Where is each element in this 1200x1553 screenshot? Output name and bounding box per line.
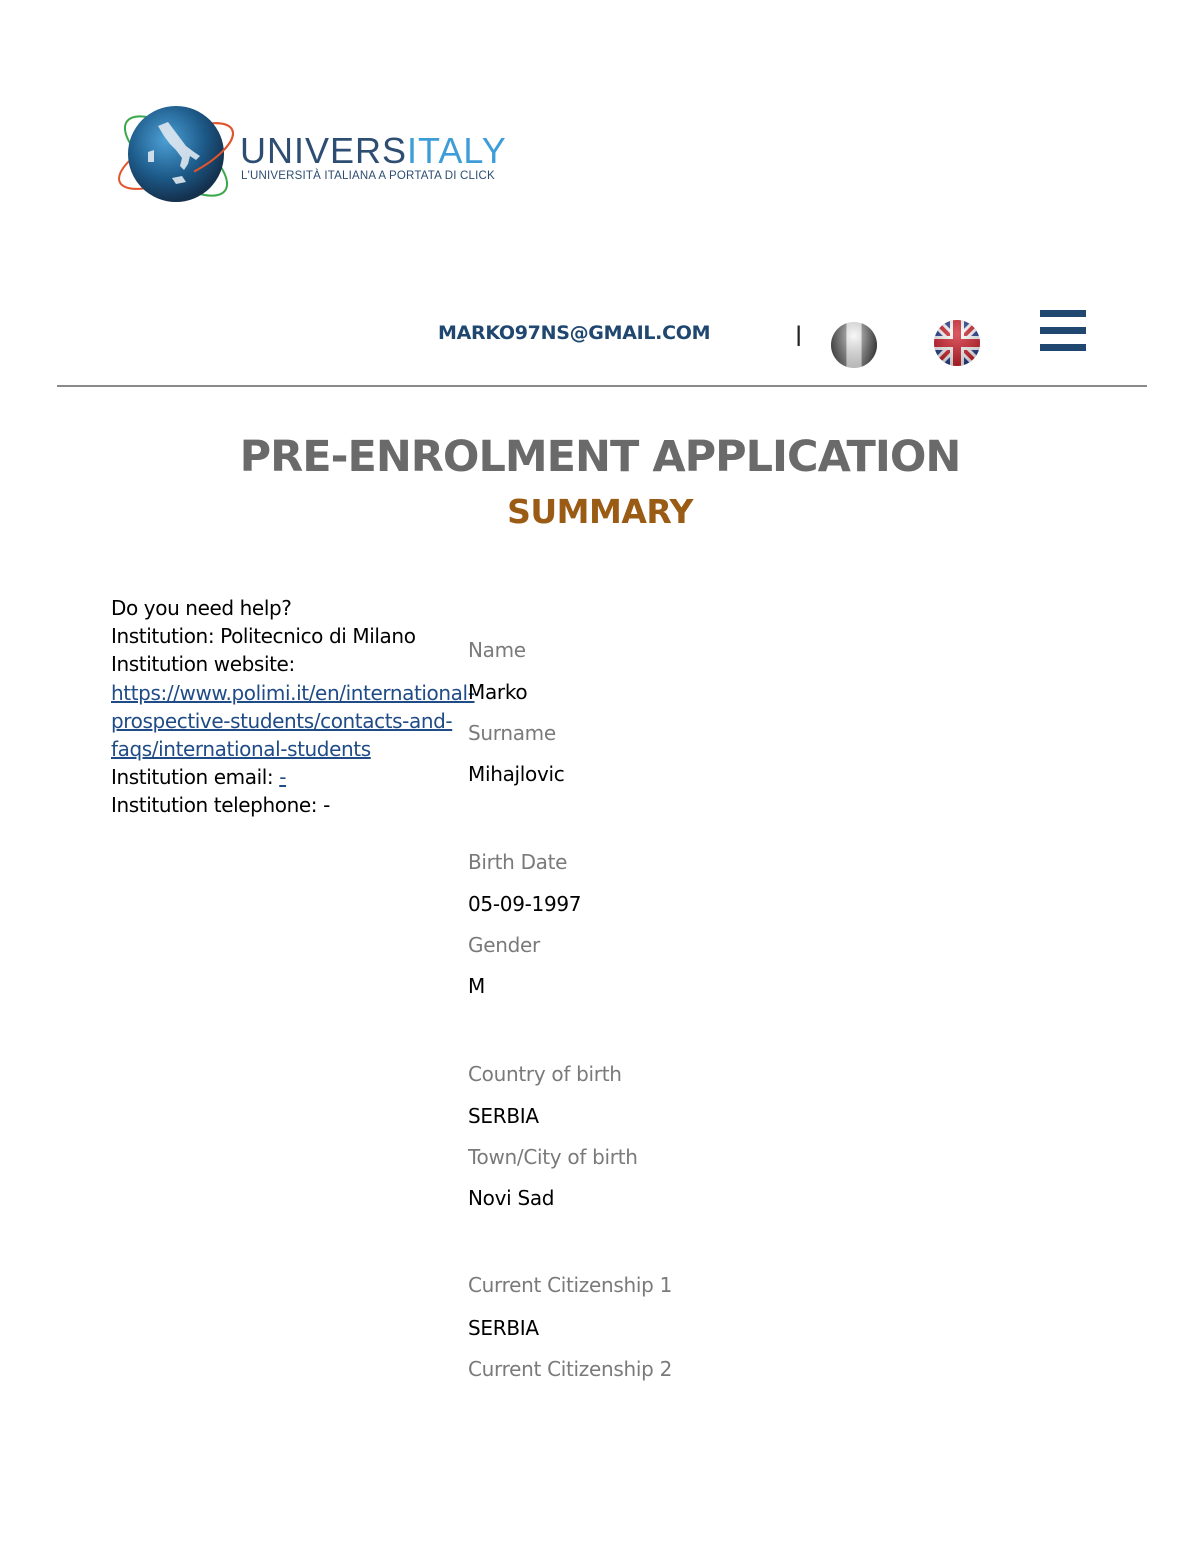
page-title: PRE-ENROLMENT APPLICATION — [239, 432, 961, 482]
help-website-link-line-2[interactable]: prospective-students/contacts-and- — [111, 708, 453, 733]
header-divider — [57, 385, 1147, 387]
brand-name-part1: UNIVERS — [240, 130, 408, 171]
uk-flag-icon[interactable] — [933, 319, 981, 367]
menu-bar — [1040, 327, 1086, 334]
help-website-link-line-1[interactable]: https://www.polimi.it/en/international- — [111, 680, 475, 705]
help-institution: Institution: Politecnico di Milano — [111, 624, 416, 649]
help-telephone: Institution telephone: - — [111, 793, 330, 818]
help-website-label: Institution website: — [111, 652, 295, 677]
help-heading: Do you need help? — [111, 596, 292, 620]
menu-bar — [1040, 344, 1086, 351]
citizenship2-label: Current Citizenship 2 — [468, 1357, 673, 1381]
help-panel — [111, 594, 475, 820]
menu-bar — [1040, 310, 1086, 317]
gender-value: M — [468, 974, 485, 998]
italian-flag-icon[interactable] — [830, 321, 878, 369]
name-label: Name — [468, 638, 526, 662]
birth-date-value: 05-09-1997 — [468, 892, 582, 916]
country-of-birth-label: Country of birth — [468, 1062, 622, 1086]
help-email-label: Institution email: — [111, 765, 274, 790]
user-email-link[interactable]: MARKO97NS@GMAIL.COM — [438, 322, 711, 344]
name-value: Marko — [468, 680, 528, 704]
brand-name — [240, 130, 507, 172]
citizenship1-label: Current Citizenship 1 — [468, 1273, 673, 1297]
help-website-link-line-3[interactable]: faqs/international-students — [111, 737, 371, 762]
help-email-row — [111, 763, 423, 791]
surname-value: Mihajlovic — [468, 762, 565, 786]
globe-logo-icon — [110, 86, 240, 226]
header-separator: | — [795, 322, 803, 346]
citizenship1-value: SERBIA — [468, 1316, 539, 1340]
town-of-birth-label: Town/City of birth — [468, 1145, 638, 1169]
brand-name-part2: ITALY — [407, 130, 507, 171]
gender-label: Gender — [468, 933, 540, 957]
surname-label: Surname — [468, 721, 556, 745]
brand-tagline: L'UNIVERSITÀ ITALIANA A PORTATA DI CLICK — [241, 170, 495, 182]
birth-date-label: Birth Date — [468, 850, 568, 874]
hamburger-menu-icon[interactable] — [1040, 310, 1088, 358]
universitaly-logo[interactable] — [110, 86, 530, 226]
help-email-link[interactable]: - — [279, 765, 287, 790]
town-of-birth-value: Novi Sad — [468, 1186, 555, 1210]
country-of-birth-value: SERBIA — [468, 1104, 539, 1128]
page-subtitle: SUMMARY — [507, 492, 693, 531]
